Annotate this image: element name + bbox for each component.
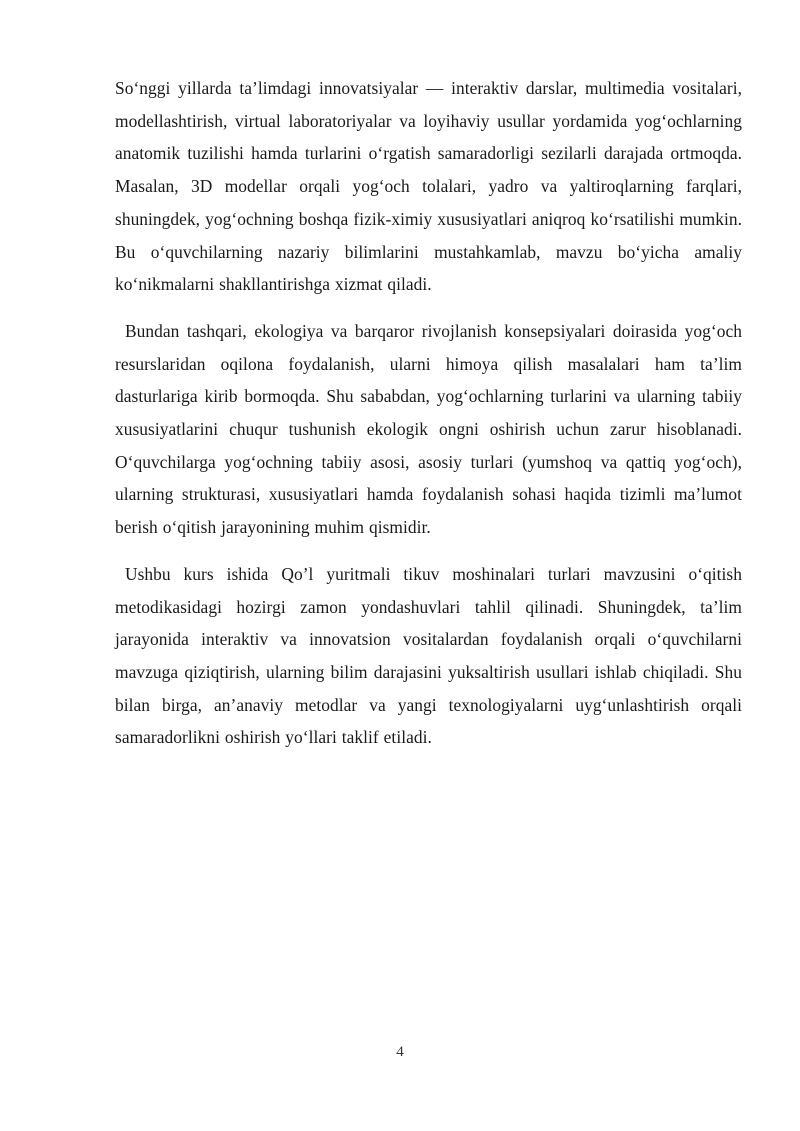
paragraph-innovations: So‘nggi yillarda ta’limdagi innovatsiyalar — interaktiv darslar, multimedia vositalari, modellashtirish, virtual laboratoriyalar va loyihaviy usullar yordamida yog‘ochlarning anatomik tuzilishi hamda turlarini o‘rgatish samaradorligi sezilarli darajada ortmoqda. Masalan, 3D modellar orqali yog‘och tolalari, yadro va yaltiroqlarning farqlari, shuningdek, yog‘ochning boshqa fizik-ximiy xususiyatlari aniqroq ko‘rsatilishi mumkin. Bu o‘quvchilarning nazariy bilimlarini mustahkamlab, mavzu bo‘yicha amaliy ko‘nikmalarni shakllantirishga xizmat qiladi. xyxy=(115,78,742,295)
page-number: 4 xyxy=(396,1044,404,1060)
paragraph-course-work: Ushbu kurs ishida Qo’l yuritmali tikuv moshinalari turlari mavzusini o‘qitish metodikasidagi hozirgi zamon yondashuvlari tahlil qilinadi. Shuningdek, ta’lim jarayonida interaktiv va innovatsion vositalardan foydalanish orqali o‘quvchilarni mavzuga qiziqtirish, ularning bilim darajasini yuksaltirish usullari ishlab chiqiladi. Shu bilan birga, an’anaviy metodlar va yangi texnologiyalarni uyg‘unlashtirish orqali samaradorlikni oshirish yo‘llari taklif etiladi. xyxy=(115,563,742,748)
page-body xyxy=(115,72,742,768)
paragraph-ecology: Bundan tashqari, ekologiya va barqaror rivojlanish konsepsiyalari doirasida yog‘och resurslaridan oqilona foydalanish, ularni himoya qilish masalalari ham ta’lim dasturlariga kirib bormoqda. Shu sababdan, yog‘ochlarning turlarini va ularning tabiiy xususiyatlarini chuqur tushunish ekologik ongni oshirish uchun zarur hisoblanadi. O‘quvchilarga yog‘ochning tabiiy asosi, asosiy turlari (yumshoq va qattiq yog‘och), ularning strukturasi, xususiyatlari hamda foydalanish sohasi haqida tizimli ma’lumot berish o‘qitish jarayonining muhim qismidir. xyxy=(115,320,742,538)
